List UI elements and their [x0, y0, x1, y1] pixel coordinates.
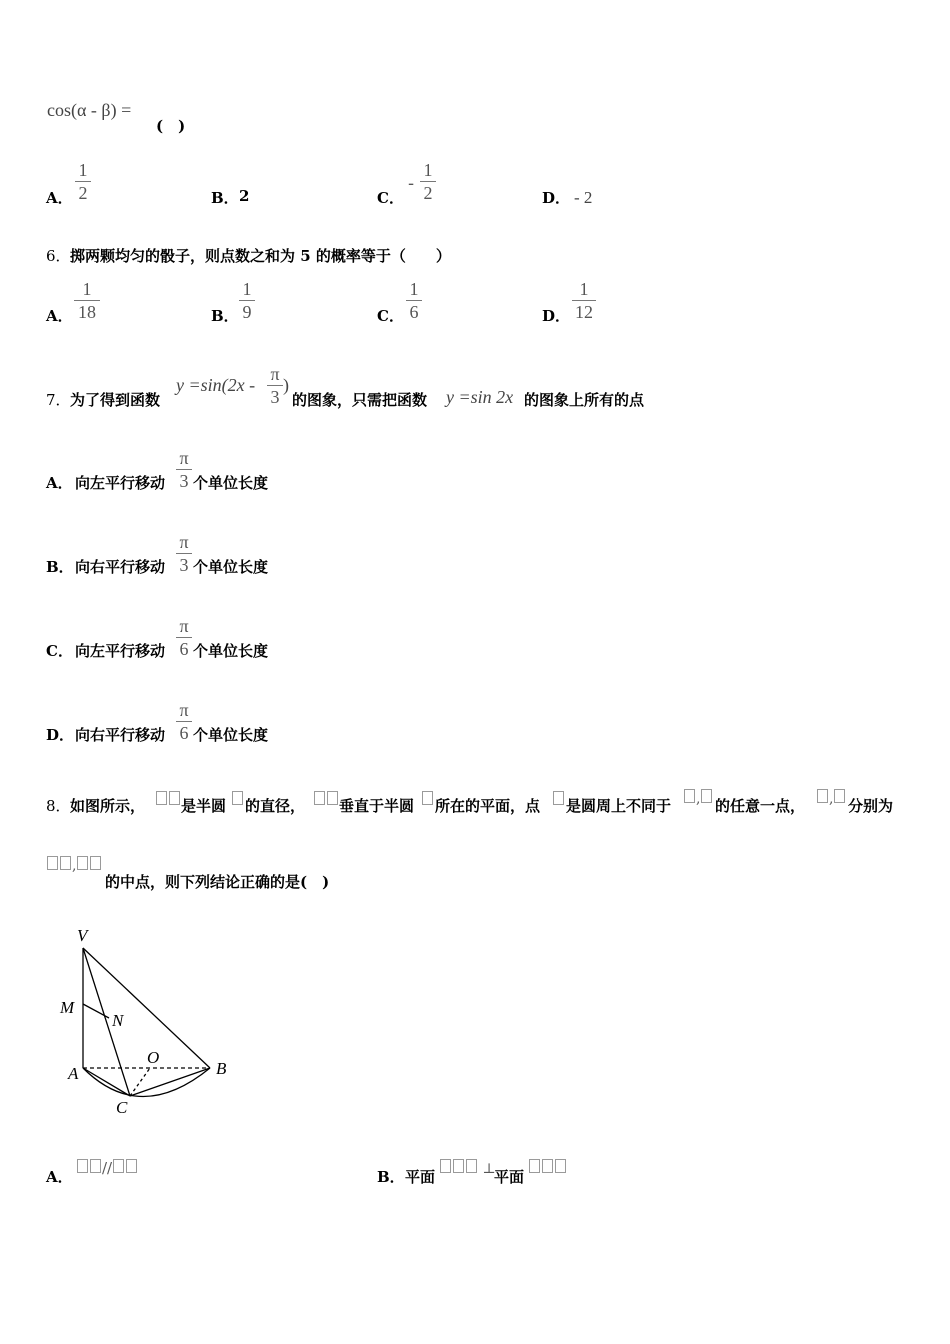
- q5-option-b-label: B．: [211, 189, 239, 207]
- q7-option-d-suffix: 个单位长度: [193, 726, 269, 744]
- fraction-denominator: 2: [78, 183, 88, 203]
- q8-text-5: 所在的平面，点: [435, 797, 541, 815]
- q8-option-b-expression: [439, 1159, 496, 1177]
- fraction-denominator: 6: [179, 639, 189, 659]
- fraction-denominator: 3: [179, 555, 189, 575]
- q6-option-b-label: B．: [211, 307, 239, 325]
- q7-option-b-suffix: 个单位长度: [193, 558, 269, 576]
- fraction-numerator: π: [179, 700, 189, 720]
- perpendicular-symbol: ⊥: [482, 1161, 496, 1177]
- segment-oc-dashed: [130, 1068, 150, 1096]
- fraction-denominator: 6: [179, 723, 189, 743]
- q5-option-c-sign: -: [408, 173, 415, 194]
- q5-option-d-label: D．: [542, 189, 571, 207]
- q7-option-d-fraction: [176, 700, 192, 743]
- q7-option-a-label: A．: [46, 474, 73, 492]
- q8-text-2: 是半圆: [181, 797, 227, 815]
- fraction-denominator: 9: [242, 302, 252, 322]
- fraction-numerator: 1: [82, 279, 92, 299]
- q5-expression: cos(α - β) =: [47, 100, 132, 120]
- fraction-numerator: 1: [423, 160, 433, 180]
- fraction-numerator: π: [179, 532, 189, 552]
- q7-text-b: 的图象，只需把函数: [292, 391, 428, 409]
- segment-mn: [83, 1004, 109, 1018]
- q8-missing-symbol: [421, 791, 434, 809]
- q7-text-a: 为了得到函数: [70, 391, 161, 409]
- q6-option-c-fraction: [406, 279, 422, 322]
- q5-answer-paren: ( ): [156, 117, 186, 135]
- q8-missing-symbol: ,: [46, 856, 102, 874]
- q7-option-a-text: 向左平行移动: [75, 474, 166, 492]
- q8-geometry-figure: [50, 920, 250, 1120]
- q8-missing-symbol: [231, 791, 244, 809]
- q7-option-c-suffix: 个单位长度: [193, 642, 269, 660]
- parallel-symbol: //: [102, 1159, 113, 1177]
- q8-number: 8．: [46, 797, 71, 815]
- label-o: O: [147, 1048, 160, 1067]
- q5-option-c-label: C．: [377, 189, 404, 207]
- q7-option-d-text: 向右平行移动: [75, 726, 166, 744]
- q5-option-a-fraction: [75, 160, 91, 203]
- semicircle-arc: [83, 1068, 210, 1097]
- q8-text-8: 分别为: [848, 797, 894, 815]
- q7-option-b-label: B．: [46, 558, 74, 576]
- q6-number: 6．: [46, 247, 71, 265]
- label-v: V: [77, 926, 88, 945]
- fraction-numerator: π: [179, 616, 189, 636]
- q8-missing-symbol: [313, 791, 339, 809]
- q7-option-b-fraction: [176, 532, 192, 575]
- q6-option-d-fraction: [572, 279, 596, 322]
- q6-option-a-label: A．: [46, 307, 73, 325]
- q7-number: 7．: [46, 391, 71, 409]
- q7-option-a-fraction: [176, 448, 192, 491]
- q8-missing-symbol: ,: [683, 789, 713, 807]
- fraction-numerator: 1: [242, 279, 252, 299]
- label-c: C: [116, 1098, 128, 1117]
- q6-option-b-fraction: [239, 279, 255, 322]
- fraction-numerator: π: [179, 448, 189, 468]
- q5-option-b-value: 2: [239, 187, 250, 205]
- q8-text-3: 的直径，: [245, 797, 306, 815]
- q8-text-1: 如图所示，: [70, 797, 146, 815]
- q8-text-6: 是圆周上不同于: [566, 797, 672, 815]
- q7-function-1-fraction: [267, 364, 283, 407]
- q8-option-a-expression: [76, 1159, 138, 1177]
- q8-option-b-label: B．: [377, 1168, 405, 1186]
- fraction-denominator: 2: [423, 183, 433, 203]
- fraction-denominator: 3: [179, 471, 189, 491]
- fraction-denominator: 12: [575, 302, 593, 322]
- fraction-numerator: 1: [78, 160, 88, 180]
- q5-option-a-label: A．: [46, 189, 73, 207]
- q7-option-a-suffix: 个单位长度: [193, 474, 269, 492]
- fraction-numerator: 1: [409, 279, 419, 299]
- fraction-denominator: 3: [270, 387, 280, 407]
- label-a: A: [68, 1064, 79, 1083]
- q7-text-c: 的图象上所有的点: [524, 391, 645, 409]
- label-n: N: [112, 1011, 124, 1030]
- q7-function-1-close: ): [283, 375, 289, 395]
- q7-option-c-fraction: [176, 616, 192, 659]
- label-m: M: [60, 998, 75, 1017]
- fraction-denominator: 18: [78, 302, 96, 322]
- label-b: B: [216, 1059, 227, 1078]
- q7-function-1: y =sin(2x -: [176, 375, 256, 395]
- fraction-numerator: 1: [579, 279, 589, 299]
- fraction-numerator: π: [270, 364, 280, 384]
- q7-option-c-label: C．: [46, 642, 73, 660]
- q6-text: 掷两颗均匀的骰子，则点数之和为 5 的概率等于（ ）: [70, 247, 451, 265]
- q6-option-d-label: D．: [542, 307, 571, 325]
- q6-option-c-label: C．: [377, 307, 404, 325]
- q8-missing-symbol: ,: [816, 789, 846, 807]
- q8-option-b-expression-2: [528, 1159, 567, 1177]
- q5-option-d-value: - 2: [574, 188, 593, 207]
- q6-option-a-fraction: [74, 279, 100, 322]
- q8-missing-symbol: [155, 791, 181, 809]
- q7-option-d-label: D．: [46, 726, 75, 744]
- q5-option-c-fraction: [420, 160, 436, 203]
- q8-option-b-plane-2: 平面: [494, 1168, 525, 1186]
- q8-text-4: 垂直于半圆: [339, 797, 415, 815]
- q8-missing-symbol: [552, 791, 565, 809]
- q7-option-c-text: 向左平行移动: [75, 642, 166, 660]
- q7-option-b-text: 向右平行移动: [75, 558, 166, 576]
- q8-text-9: 的中点，则下列结论正确的是( ): [105, 873, 330, 891]
- fraction-denominator: 6: [409, 302, 419, 322]
- q8-option-a-label: A．: [46, 1168, 73, 1186]
- q8-option-b-plane-1: 平面: [405, 1168, 436, 1186]
- q7-function-2: y =sin 2x: [446, 387, 514, 407]
- q8-text-7: 的任意一点，: [715, 797, 806, 815]
